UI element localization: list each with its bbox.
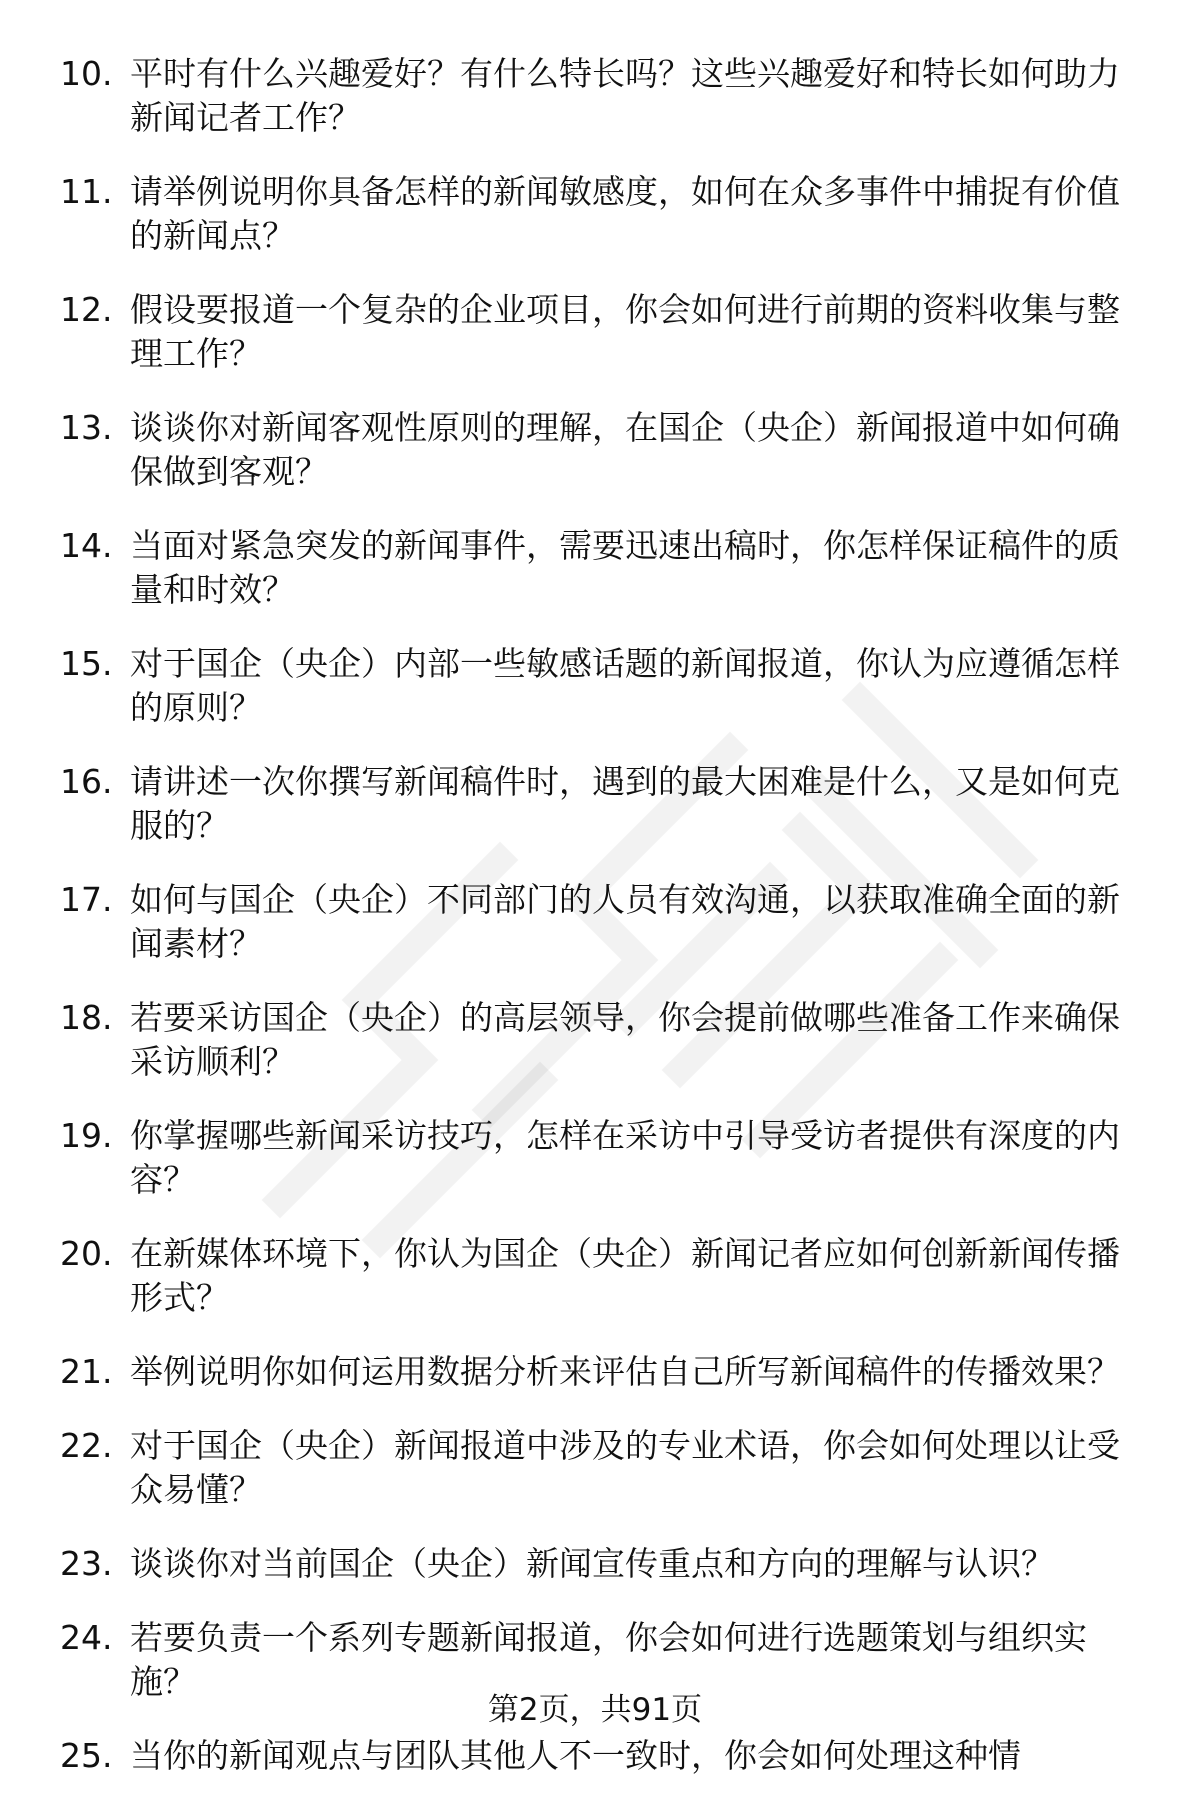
question-text: 你掌握哪些新闻采访技巧，怎样在采访中引导受访者提供有深度的内容？: [130, 1116, 1120, 1199]
question-number: 10.: [60, 54, 113, 93]
question-number: 21.: [60, 1352, 113, 1391]
list-item: [60, 1350, 1150, 1394]
list-item: [60, 642, 1150, 730]
question-text: 若要采访国企（央企）的高层领导，你会提前做哪些准备工作来确保采访顺利？: [130, 998, 1120, 1081]
list-item: [60, 170, 1150, 258]
question-text: 假设要报道一个复杂的企业项目，你会如何进行前期的资料收集与整理工作？: [130, 290, 1120, 373]
question-number: 18.: [60, 998, 113, 1037]
question-text: 对于国企（央企）新闻报道中涉及的专业术语，你会如何处理以让受众易懂？: [130, 1426, 1120, 1509]
question-number: 14.: [60, 526, 113, 565]
question-number: 15.: [60, 644, 113, 683]
question-text: 若要负责一个系列专题新闻报道，你会如何进行选题策划与组织实施？: [130, 1618, 1087, 1701]
question-number: 19.: [60, 1116, 113, 1155]
question-number: 25.: [60, 1736, 113, 1775]
question-text: 请举例说明你具备怎样的新闻敏感度，如何在众多事件中捕捉有价值的新闻点？: [130, 172, 1120, 255]
question-number: 12.: [60, 290, 113, 329]
list-item: [60, 996, 1150, 1084]
list-item: [60, 878, 1150, 966]
question-text: 如何与国企（央企）不同部门的人员有效沟通，以获取准确全面的新闻素材？: [130, 880, 1120, 963]
question-text: 对于国企（央企）内部一些敏感话题的新闻报道，你认为应遵循怎样的原则？: [130, 644, 1120, 727]
question-number: 23.: [60, 1544, 113, 1583]
question-number: 20.: [60, 1234, 113, 1273]
list-item: [60, 1424, 1150, 1512]
question-number: 16.: [60, 762, 113, 801]
question-number: 17.: [60, 880, 113, 919]
question-list: [60, 52, 1150, 1808]
list-item: [60, 288, 1150, 376]
list-item: [60, 1542, 1150, 1586]
question-text: 谈谈你对当前国企（央企）新闻宣传重点和方向的理解与认识？: [130, 1544, 1054, 1583]
question-text: 当面对紧急突发的新闻事件，需要迅速出稿时，你怎样保证稿件的质量和时效？: [130, 526, 1120, 609]
list-item: [60, 1734, 1150, 1778]
question-number: 22.: [60, 1426, 113, 1465]
question-text: 在新媒体环境下，你认为国企（央企）新闻记者应如何创新新闻传播形式？: [130, 1234, 1120, 1317]
question-text: 请讲述一次你撰写新闻稿件时，遇到的最大困难是什么，又是如何克服的？: [130, 762, 1120, 845]
list-item: [60, 52, 1150, 140]
question-text: 平时有什么兴趣爱好？有什么特长吗？这些兴趣爱好和特长如何助力新闻记者工作？: [130, 54, 1120, 137]
list-item: [60, 406, 1150, 494]
question-number: 11.: [60, 172, 113, 211]
page-number-footer: 第2页，共91页: [487, 1692, 703, 1728]
question-text: 谈谈你对新闻客观性原则的理解，在国企（央企）新闻报道中如何确保做到客观？: [130, 408, 1120, 491]
list-item: [60, 1114, 1150, 1202]
list-item: [60, 760, 1150, 848]
question-text: 举例说明你如何运用数据分析来评估自己所写新闻稿件的传播效果？: [130, 1352, 1120, 1391]
list-item: [60, 1232, 1150, 1320]
list-item: [60, 524, 1150, 612]
question-text: 当你的新闻观点与团队其他人不一致时，你会如何处理这种情: [130, 1736, 1021, 1775]
question-number: 24.: [60, 1618, 113, 1657]
question-number: 13.: [60, 408, 113, 447]
